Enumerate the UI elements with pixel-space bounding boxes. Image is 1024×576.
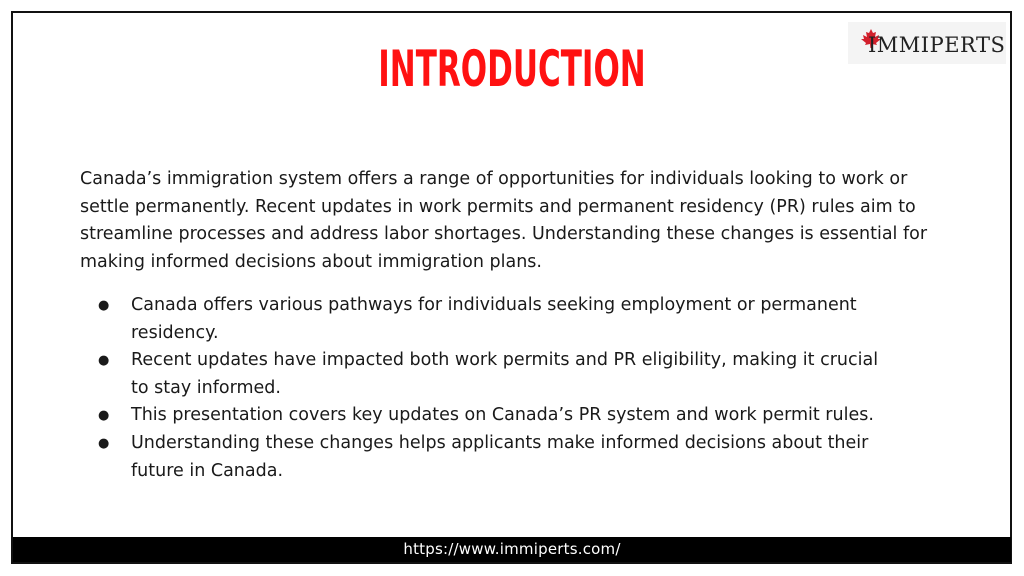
- list-item: [80, 430, 890, 485]
- intro-paragraph: Canada’s immigration system offers a range of opportunities for individuals looking to work or settle permanently. Recent updates in work permits and permanent residency (PR) rules aim to streamline processes and address labor shortages. Understanding these changes is essential for making informed decisions about immigration plans.: [80, 169, 928, 272]
- list-item-text: This presentation covers key updates on Canada’s PR system and work permit rules.: [131, 405, 874, 426]
- list-item-text: Canada offers various pathways for individuals seeking employment or permanent residency.: [131, 295, 857, 343]
- website-link[interactable]: https://www.immiperts.com/: [403, 540, 621, 558]
- list-item: [80, 292, 890, 347]
- page-title: INTRODUCTION: [378, 40, 646, 98]
- immiperts-logo: [848, 22, 1006, 64]
- list-item-text: Understanding these changes helps applicants make informed decisions about their future in Canada.: [131, 432, 869, 481]
- bullet-icon: ●: [98, 353, 110, 369]
- list-item-text: Recent updates have impacted both work permits and PR eligibility, making it crucial to stay informed.: [131, 350, 879, 398]
- list-item: [80, 402, 890, 430]
- footer-bar: [13, 537, 1011, 562]
- logo-wordmark: IMMIPERTS: [868, 33, 1006, 57]
- list-item: [80, 347, 890, 402]
- bullet-list: [80, 292, 890, 485]
- bullet-icon: ●: [98, 298, 110, 313]
- bullet-icon: ●: [98, 435, 110, 451]
- bullet-icon: ●: [98, 408, 110, 424]
